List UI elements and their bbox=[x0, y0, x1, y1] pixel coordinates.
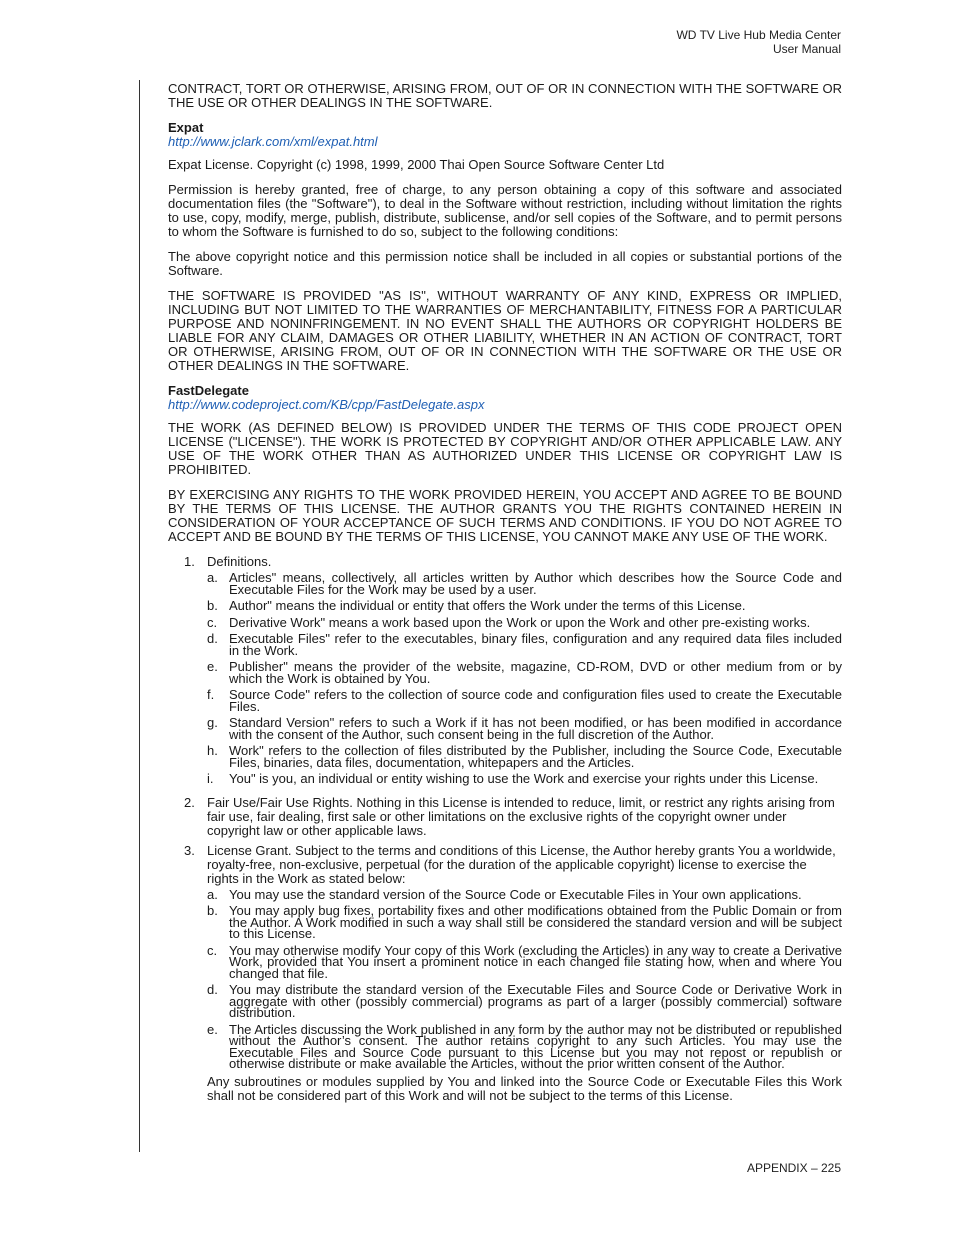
sublist-text: You" is you, an individual or entity wishing to use the Work and exercise your rights under this License. bbox=[229, 771, 819, 786]
section-expat bbox=[168, 121, 842, 373]
sublist-text: Executable Files" refer to the executables, binary files, configuration and any required data files included in the Work. bbox=[229, 631, 842, 658]
footer-separator: – bbox=[807, 1161, 821, 1175]
section-title-expat: Expat bbox=[168, 120, 204, 135]
intro-paragraph: CONTRACT, TORT OR OTHERWISE, ARISING FROM, OUT OF OR IN CONNECTION WITH THE SOFTWARE OR THE USE OR OTHER DEALINGS IN THE SOFTWARE. bbox=[168, 81, 842, 110]
page-footer bbox=[747, 1161, 841, 1175]
list-item-text: Definitions. bbox=[207, 554, 272, 569]
list-item bbox=[168, 796, 842, 838]
sublist-item bbox=[207, 905, 842, 940]
license-terms-list bbox=[168, 555, 842, 1103]
sublist-text: Source Code" refers to the collection of source code and configuration files used to create the Executable Files. bbox=[229, 687, 842, 714]
link-expat[interactable]: http://www.jclark.com/xml/expat.html bbox=[168, 134, 378, 149]
footer-section-label: APPENDIX bbox=[746, 1161, 808, 1175]
list-item bbox=[168, 844, 842, 1103]
list-item-text: Fair Use/Fair Use Rights. Nothing in this License is intended to reduce, limit, or restrict any rights arising from fair use, fair dealing, first sale or other limitations on the exclusive rights of the copyright owner under copyright law or other applicable laws. bbox=[207, 794, 835, 838]
sublist-item bbox=[207, 717, 842, 740]
expat-paragraph-4: THE SOFTWARE IS PROVIDED "AS IS", WITHOUT WARRANTY OF ANY KIND, EXPRESS OR IMPLIED, INCLUDING BUT NOT LIMITED TO THE WARRANTIES OF MERCHANTABILITY, FITNESS FOR A PARTICULAR PURPOSE AND NONINFRINGEMENT. IN NO EVENT SHALL THE AUTHORS OR COPYRIGHT HOLDERS BE LIABLE FOR ANY CLAIM, DAMAGES OR OTHER LIABILITY, WHETHER IN AN ACTION OF CONTRACT, TORT OR OTHERWISE, ARISING FROM, OUT OF OR IN CONNECTION WITH THE SOFTWARE OR THE USE OR OTHER DEALINGS IN THE SOFTWARE. bbox=[168, 288, 842, 373]
expat-paragraph-2: Permission is hereby granted, free of charge, to any person obtaining a copy of this software and associated documentation files (the "Software"), to deal in the Software without restriction, including without limitation the rights to use, copy, modify, merge, publish, distribute, sublicense, and/or sell copies of the Software, and to permit persons to whom the Software is furnished to do so, subject to the following conditions: bbox=[168, 182, 842, 239]
list-number: 2. bbox=[184, 794, 195, 810]
sublist-item bbox=[207, 745, 842, 768]
sublist-letter: c. bbox=[207, 942, 218, 958]
sublist-item bbox=[207, 600, 842, 612]
section-title-fastdelegate: FastDelegate bbox=[168, 383, 249, 398]
license-grant-sublist bbox=[207, 886, 842, 1071]
sublist-text: You may distribute the standard version of the Executable Files and Source Code or Derivative Work in aggregate with other (possibly commercial) programs as part of a larger (possibly commercial) software distribution. bbox=[229, 982, 842, 1020]
sublist-text: The Articles discussing the Work published in any form by the author may not be distributed or republished without the Author’s consent. The author retains copyright to any such Articles. You may use the Executable Files and Source Code pursuant to this License but you may not repost or republish or otherwise distribute or make available the Articles, without the prior written consent of the Author. bbox=[229, 1021, 842, 1071]
list-number: 1. bbox=[184, 554, 195, 569]
expat-paragraph-3: The above copyright notice and this permission notice shall be included in all copies or substantial portions of the Software. bbox=[168, 249, 842, 278]
sublist-text: Articles" means, collectively, all articles written by Author which describes how the Source Code and Executable Files for the Work may be used by a user. bbox=[229, 570, 842, 597]
sublist-text: Standard Version" refers to such a Work if it has not been modified, or has been modified in accordance with the consent of the Author, such consent being in the full discretion of the Author. bbox=[229, 715, 842, 742]
definitions-sublist bbox=[207, 572, 842, 785]
sublist-text: Author" means the individual or entity that offers the Work under the terms of this License. bbox=[229, 598, 746, 613]
page-body bbox=[168, 82, 842, 1109]
sublist-letter: h. bbox=[207, 743, 218, 758]
sublist-item bbox=[207, 886, 842, 902]
sublist-item bbox=[207, 984, 842, 1019]
margin-rule bbox=[139, 80, 140, 1152]
sublist-letter: i. bbox=[207, 771, 214, 786]
sublist-letter: b. bbox=[207, 903, 218, 918]
sublist-item bbox=[207, 661, 842, 684]
license-grant-note: Any subroutines or modules supplied by You and linked into the Source Code or Executable Files this Work shall not be considered part of this Work and will not be subject to the terms of this License. bbox=[207, 1073, 842, 1103]
sublist-text: You may use the standard version of the Source Code or Executable Files in Your own applications. bbox=[229, 886, 802, 902]
sublist-letter: b. bbox=[207, 598, 218, 613]
section-fastdelegate bbox=[168, 384, 842, 1103]
sublist-letter: c. bbox=[207, 614, 218, 630]
sublist-letter: a. bbox=[207, 570, 218, 585]
header-product-title: WD TV Live Hub Media Center bbox=[676, 28, 841, 42]
sublist-item bbox=[207, 633, 842, 656]
sublist-letter: d. bbox=[207, 982, 218, 997]
expat-paragraph-1: Expat License. Copyright (c) 1998, 1999, 2000 Thai Open Source Software Center Ltd bbox=[168, 157, 665, 172]
sublist-text: You may apply bug fixes, portability fixes and other modifications obtained from the Public Domain or from the Author. A Work modified in such a way shall still be considered the standard version and will be subject to this License. bbox=[229, 903, 842, 941]
sublist-letter: d. bbox=[207, 631, 218, 646]
fastdelegate-paragraph-2: BY EXERCISING ANY RIGHTS TO THE WORK PROVIDED HEREIN, YOU ACCEPT AND AGREE TO BE BOUND BY THE TERMS OF THIS LICENSE. THE AUTHOR GRANTS YOU THE RIGHTS CONTAINED HEREIN IN CONSIDERATION OF YOUR ACCEPTANCE OF SUCH TERMS AND CONDITIONS. IF YOU DO NOT AGREE TO ACCEPT AND BE BOUND BY THE TERMS OF THIS LICENSE, YOU CANNOT MAKE ANY USE OF THE WORK. bbox=[168, 487, 842, 544]
header-manual-label: User Manual bbox=[772, 42, 841, 56]
sublist-letter: e. bbox=[207, 1021, 218, 1037]
list-item bbox=[168, 555, 842, 785]
sublist-letter: f. bbox=[207, 687, 215, 702]
list-item-text: License Grant. Subject to the terms and conditions of this License, the Author hereby grants You a worldwide, royalty-free, non-exclusive, perpetual (for the duration of the applicable copyright) license to exercise the rights in the Work as stated below: bbox=[207, 842, 836, 886]
sublist-item bbox=[207, 614, 842, 630]
running-header bbox=[676, 28, 841, 56]
sublist-text: Work" refers to the collection of files distributed by the Publisher, including the Source Code, Executable Files, binaries, data files, documentation, whitepapers and the Articles. bbox=[229, 743, 842, 770]
sublist-text: Publisher" means the provider of the website, magazine, CD-ROM, DVD or other medium from or by which the Work is obtained by You. bbox=[229, 659, 842, 686]
sublist-text: Derivative Work" means a work based upon the Work or upon the Work and other pre-existing works. bbox=[229, 614, 811, 630]
page-number: 225 bbox=[820, 1161, 841, 1175]
fastdelegate-paragraph-1: THE WORK (AS DEFINED BELOW) IS PROVIDED UNDER THE TERMS OF THIS CODE PROJECT OPEN LICENSE ("LICENSE"). THE WORK IS PROTECTED BY COPYRIGHT AND/OR OTHER APPLICABLE LAW. ANY USE OF THE WORK OTHER THAN AS AUTHORIZED UNDER THIS LICENSE OR COPYRIGHT LAW IS PROHIBITED. bbox=[168, 420, 842, 477]
list-number: 3. bbox=[184, 842, 195, 858]
sublist-item bbox=[207, 942, 842, 981]
sublist-letter: e. bbox=[207, 659, 218, 674]
sublist-item bbox=[207, 773, 842, 785]
sublist-item bbox=[207, 1021, 842, 1071]
sublist-letter: g. bbox=[207, 715, 218, 730]
link-fastdelegate[interactable]: http://www.codeproject.com/KB/cpp/FastDelegate.aspx bbox=[168, 397, 485, 412]
sublist-item bbox=[207, 689, 842, 712]
sublist-letter: a. bbox=[207, 886, 218, 902]
sublist-item bbox=[207, 572, 842, 595]
sublist-text: You may otherwise modify Your copy of this Work (excluding the Articles) in any way to create a Derivative Work, provided that You insert a prominent notice in each changed file stating how, when and where You changed that file. bbox=[229, 942, 842, 981]
